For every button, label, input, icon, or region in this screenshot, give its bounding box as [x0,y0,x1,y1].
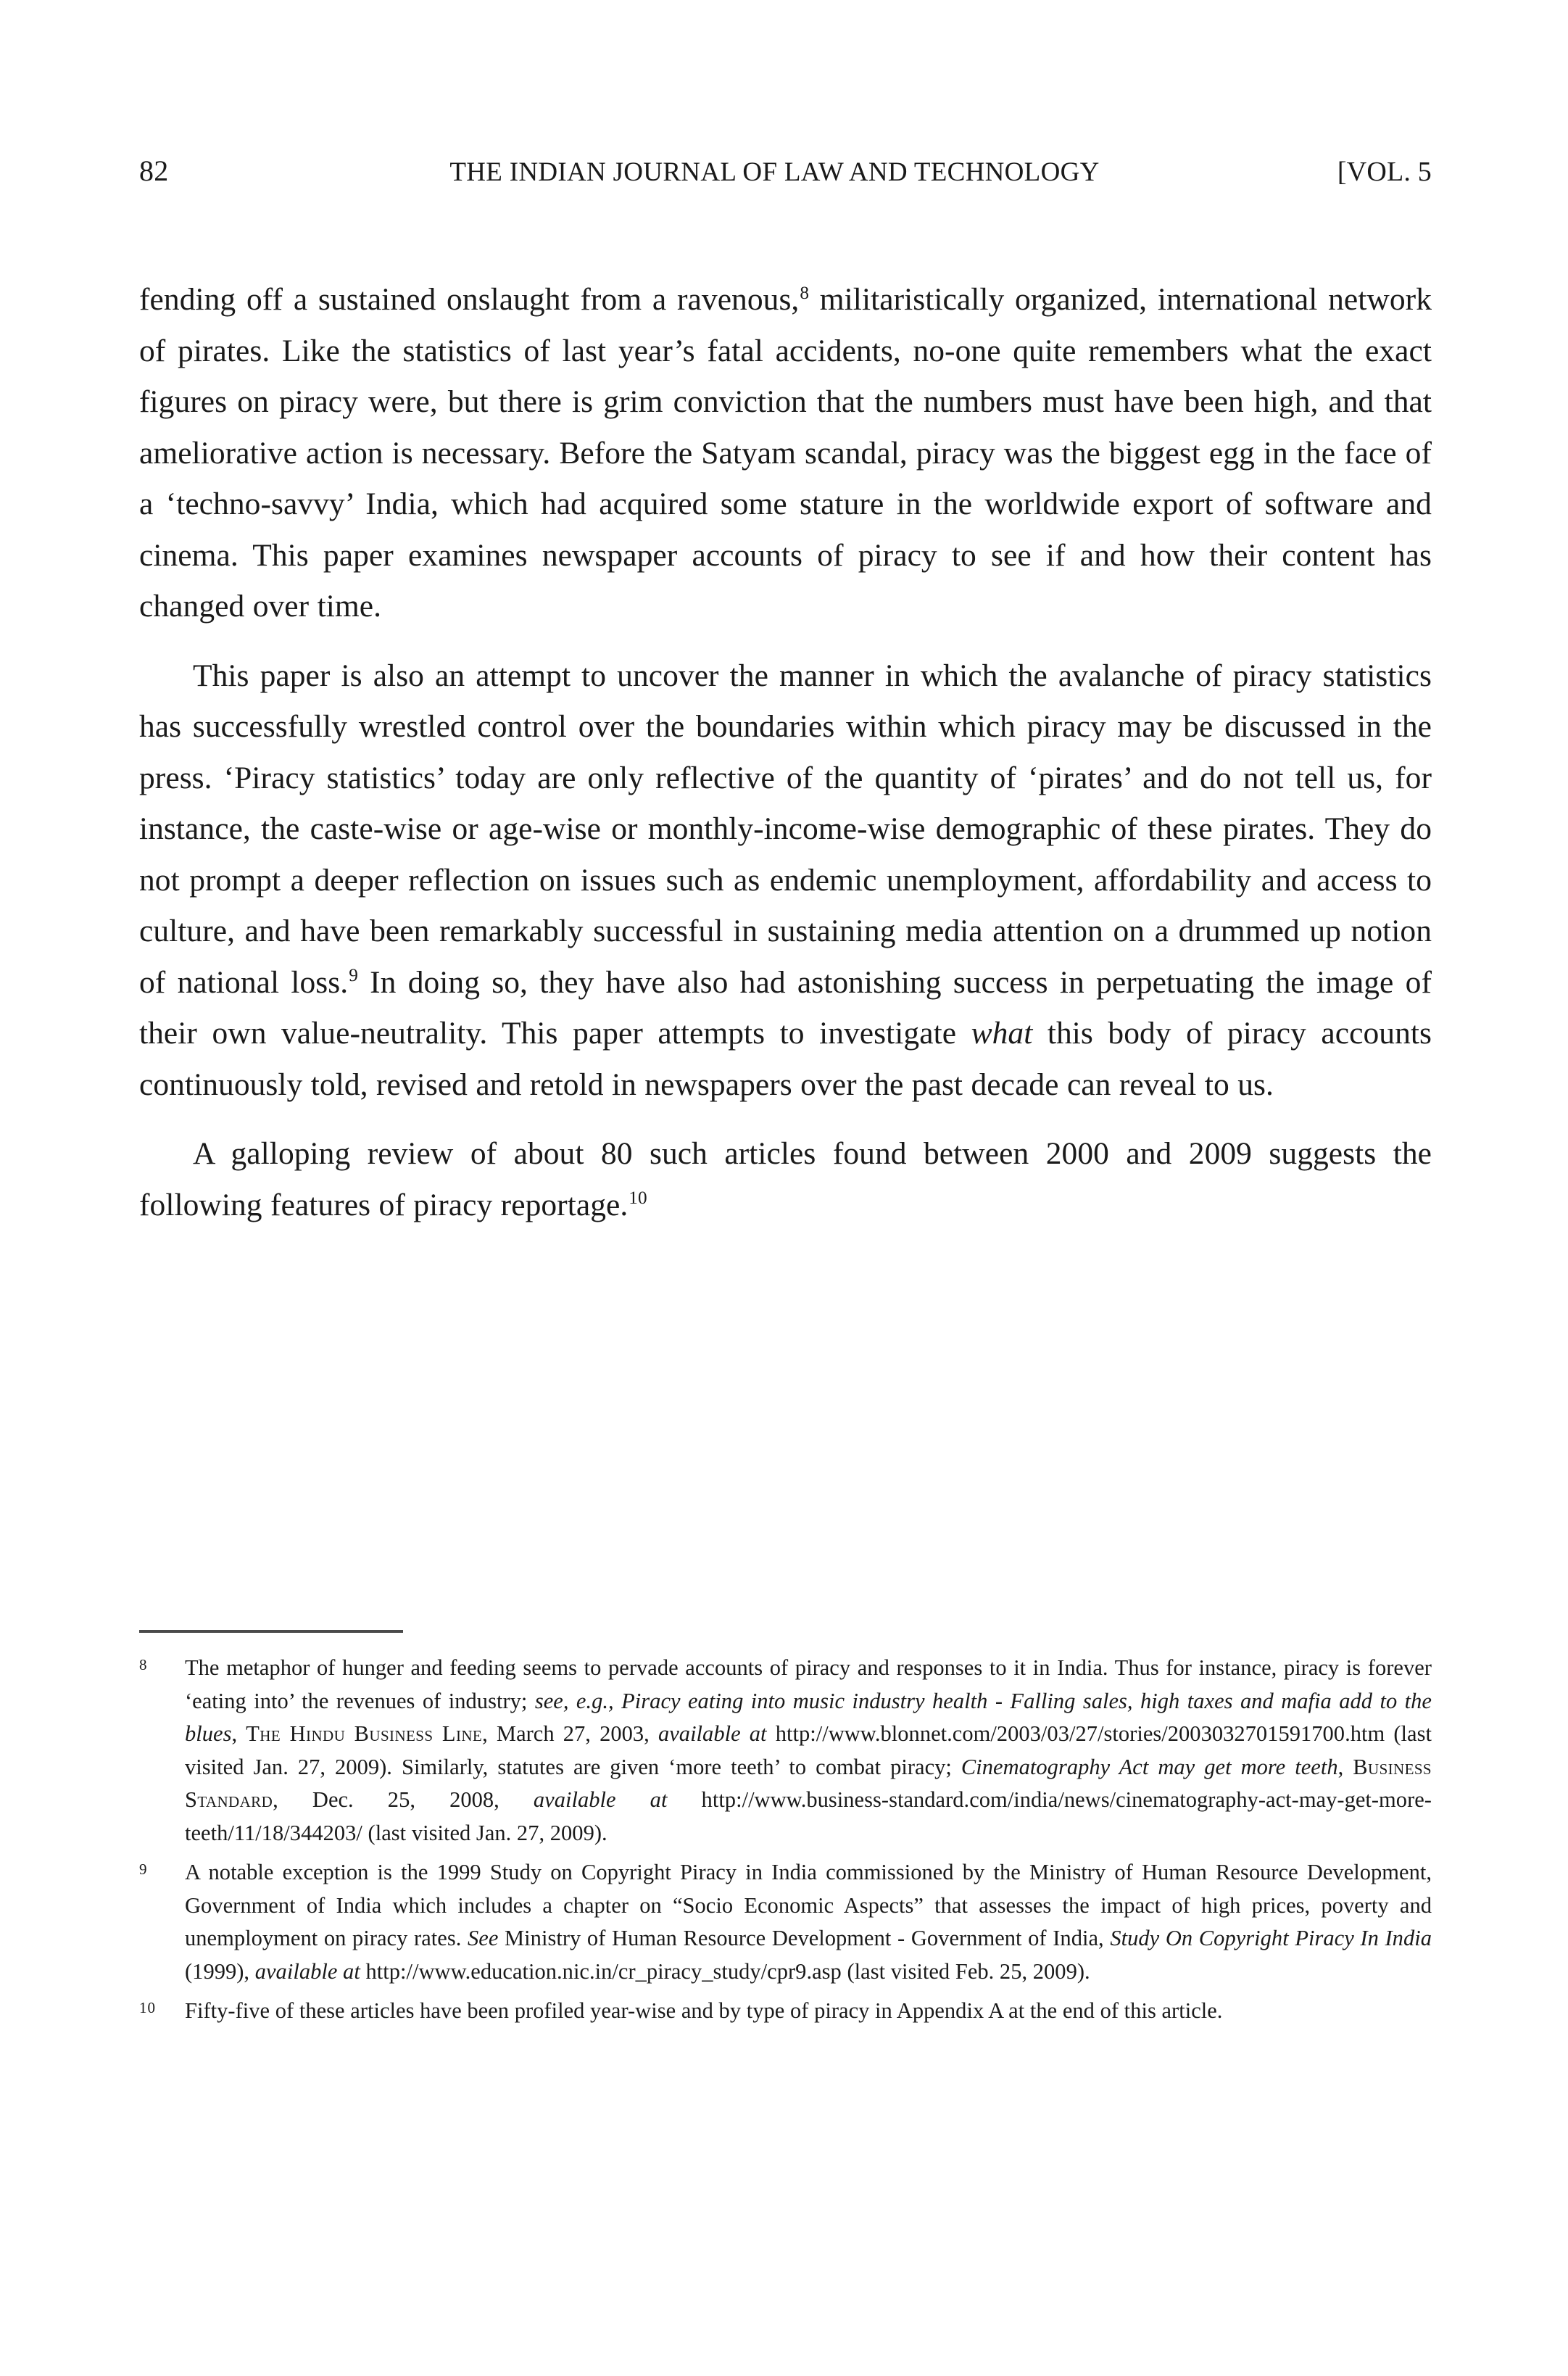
footnote-italic-text: Cinematography Act may get more teeth [961,1754,1338,1779]
footnote-number: 10 [139,1999,156,2016]
footnote-text: A notable exception is the 1999 Study on Copyright Piracy in India commissioned by the Ministry of Human Resource Development, Government of India which includes a chapter on “Socio Economic Aspects” that assesses the impact of high prices, poverty and unemployment on piracy rates. [185,1860,1432,1950]
footnote-text: , March 27, 2003, [482,1721,658,1746]
footnote-italic-text: available at [254,1958,360,1984]
paragraph-2-text-c: this body of piracy accounts continuously told, revised and retold in newspapers over the past decade can reveal to us. [139,1016,1432,1102]
footnote-italic-text: see, e.g., Piracy eating into music industry health - Falling sales, high taxes and mafia add to the blues [185,1688,1432,1746]
footnote-text: The metaphor of hunger and feeding seems to pervade accounts of piracy and responses to it in India. Thus for instance, piracy is forever ‘eating into’ the revenues of industry; [185,1655,1432,1713]
footnote-italic-text: available at [658,1721,767,1746]
footnote-italic-text: Study On Copyright Piracy In India [1110,1926,1432,1950]
footnote-smallcaps-text: The Hindu Business Line [246,1721,483,1746]
footnote-item [139,1856,1432,1988]
footnote-smallcaps-text: Business Standard [185,1754,1432,1812]
running-head [139,154,1432,188]
footnote-text: , [231,1721,246,1746]
paragraph-1-text-b: militaristically organized, international network of pirates. Like the statistics of last year’s fatal accidents, no-one quite remembers what the exact figures on piracy were, but there is grim conviction that the numbers must have been high, and that ameliorative action is necessary. Before the Satyam scandal, piracy was the biggest egg in the face of a ‘techno-savvy’ India, which had acquired some stature in the worldwide export of software and cinema. This paper examines newspaper accounts of piracy to see if and how their content has changed over time. [139,282,1432,624]
paragraph-3 [139,1128,1432,1230]
paragraph-2-text-a: This paper is also an attempt to uncover the manner in which the avalanche of piracy statistics has successfully wrestled control over the boundaries within which piracy may be discussed in the press. ‘Piracy statistics’ today are only reflective of the quantity of ‘pirates’ and do not tell us, for instance, the caste-wise or age-wise or monthly-income-wise demographic of these pirates. They do not prompt a deeper reflection on issues such as endemic unemployment, affordability and access to culture, and have been remarkably successful in sustaining media attention on a drummed up notion of national loss. [139,658,1432,1000]
footnote-ref-8[interactable]: 8 [800,283,810,303]
footnote-text: Fifty-five of these articles have been profiled year-wise and by type of piracy in Appendix A at the end of this article. [185,1998,1223,2023]
footnote-text: Ministry of Human Resource Development - Government of India, [498,1926,1111,1950]
page-number: 82 [139,154,169,187]
body-column [139,274,1432,1230]
paragraph-2-text-b: In doing so, they have also had astonishing success in perpetuating the image of their own value-neutrality. This paper attempts to investigate [139,964,1432,1051]
paragraph-1-text-a: fending off a sustained onslaught from a ravenous, [139,282,800,317]
footnote-number: 8 [139,1656,147,1673]
paragraph-2-emphasis: what [971,1016,1033,1051]
paragraph-3-text-a: A galloping review of about 80 such articles found between 2000 and 2009 suggests the following features of piracy reportage. [139,1136,1432,1222]
journal-title: THE INDIAN JOURNAL OF LAW AND TECHNOLOGY [449,157,1100,187]
footnote-item [139,1652,1432,1850]
footnote-ref-10[interactable]: 10 [629,1188,647,1208]
footnote-ref-9[interactable]: 9 [349,966,358,985]
footnote-list [139,1652,1432,2028]
footnote-text: (1999), [185,1958,255,1984]
paragraph-1 [139,274,1432,632]
footnote-text: http://www.blonnet.com/2003/03/27/stories/2003032701591700.htm (last visited Jan. 27, 2009). Similarly, statutes are given ‘more teeth’ to combat piracy; [185,1721,1432,1779]
footnote-text: http://www.business-standard.com/india/news/cinematography-act-may-get-more-teeth/11/18/344203/ (last visited Jan. 27, 2009). [185,1787,1432,1845]
volume-label: [VOL. 5 [1337,157,1432,187]
paragraph-2 [139,650,1432,1111]
footnote-italic-text: See [468,1926,499,1950]
footnote-italic-text: available at [533,1787,668,1812]
footnote-text: , [1337,1754,1353,1779]
footnote-text: , Dec. 25, 2008, [273,1787,534,1812]
footnote-separator-rule [139,1630,403,1633]
footnote-number: 9 [139,1860,147,1878]
footnote-item [139,1995,1432,2028]
footnote-text: http://www.education.nic.in/cr_piracy_study/cpr9.asp (last visited Feb. 25, 2009). [360,1958,1090,1984]
footnotes-section [139,1630,1432,2034]
